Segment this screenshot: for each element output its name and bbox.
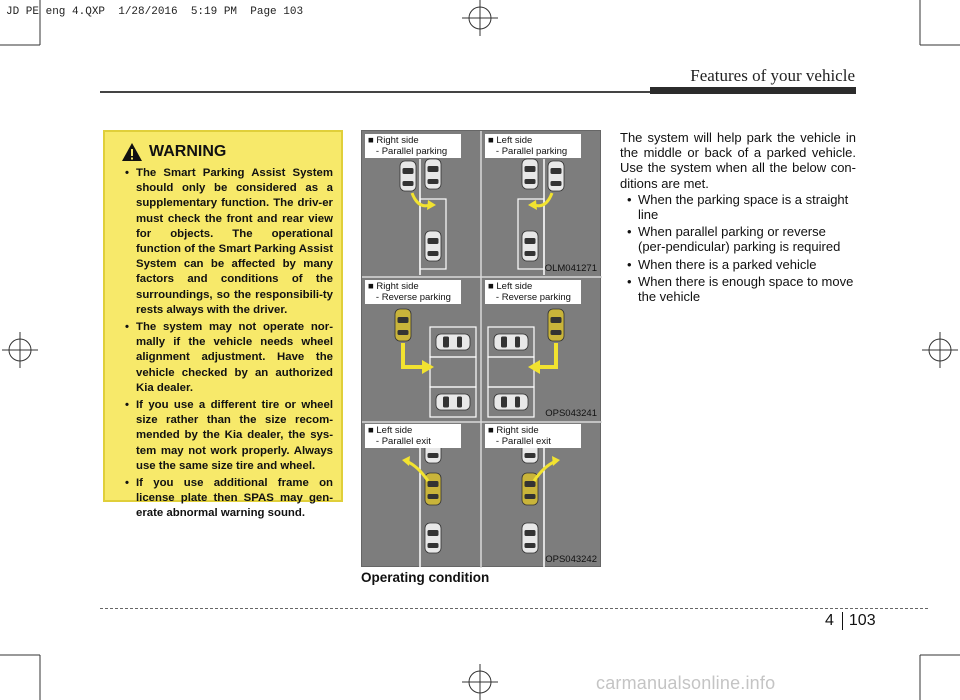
section-title: Features of your vehicle xyxy=(690,66,855,85)
panel-mode: - Reverse parking xyxy=(375,292,451,303)
panel-side: Right side xyxy=(376,135,419,146)
header-rule-bar xyxy=(650,87,856,94)
intro-paragraph: The system will help park the vehicle in the middle or back of a parked vehicle. Use the system when all the below con-ditions are met. xyxy=(620,130,856,191)
panel-label-left-reverse-parking xyxy=(485,280,581,304)
panel-mode: - Reverse parking xyxy=(495,292,571,303)
panel-mode: - Parallel exit xyxy=(375,436,431,447)
panel-mark: ■ xyxy=(368,281,374,292)
condition-item: • When there is a parked vehicle xyxy=(620,257,856,272)
condition-list xyxy=(620,192,856,304)
header-rule xyxy=(100,91,650,93)
panel-side: Right side xyxy=(376,281,419,292)
page-number xyxy=(825,612,876,630)
panel-mark: ■ xyxy=(488,281,494,292)
figure-caption: Operating condition xyxy=(361,570,490,585)
warning-header xyxy=(115,142,333,162)
panel-side: Right side xyxy=(496,425,539,436)
warning-title: WARNING xyxy=(149,143,227,160)
parking-illustration xyxy=(361,130,601,567)
warning-triangle-icon xyxy=(121,142,143,162)
warning-item: • The Smart Parking Assist System should only be considered as a supplementary function. The driv-er must check the front and rear view for objects. The operational function of the Smart Parking Assist System can be affected by many factors and conditions of the surroundings, so the responsibili-ty rests always with the driver. xyxy=(115,166,333,318)
panel-label-left-parallel-parking xyxy=(485,134,581,158)
figure-code: OLM041271 xyxy=(544,263,597,274)
print-slug: JD PE eng 4.QXP 1/28/2016 5:19 PM Page 103 xyxy=(6,6,304,18)
chapter-number: 4 xyxy=(825,612,834,629)
panel-side: Left side xyxy=(496,135,533,146)
panel-label-right-parallel-parking xyxy=(365,134,461,158)
warning-item: • If you use additional frame on license plate then SPAS may gen-erate abnormal warning sound. xyxy=(115,476,333,522)
panel-side: Left side xyxy=(376,425,413,436)
panel-mark: ■ xyxy=(488,425,494,436)
panel-side: Left side xyxy=(496,281,533,292)
panel-mode: - Parallel exit xyxy=(495,436,551,447)
condition-item: • When the parking space is a straight line xyxy=(620,192,856,222)
panel-mode: - Parallel parking xyxy=(375,146,448,157)
warning-item: • The system may not operate nor-mally if the vehicle needs wheel alignment adjustment. Have the vehicle checked by an authorized Kia dealer. xyxy=(115,320,333,396)
parking-diagram xyxy=(362,131,602,568)
page-separator xyxy=(842,612,843,630)
figure-code: OPS043241 xyxy=(545,408,597,419)
condition-item: • When parallel parking or reverse (per-pendicular) parking is required xyxy=(620,224,856,254)
panel-label-right-parallel-exit xyxy=(485,424,581,448)
warning-box xyxy=(103,130,343,520)
panel-mode: - Parallel parking xyxy=(495,146,568,157)
panel-label-right-reverse-parking xyxy=(365,280,461,304)
panel-label-left-parallel-exit xyxy=(365,424,461,448)
panel-mark: ■ xyxy=(368,135,374,146)
panel-mark: ■ xyxy=(368,425,374,436)
panel-mark: ■ xyxy=(488,135,494,146)
warning-item: • If you use a different tire or wheel size rather than the size recom-mended by the Kia dealer, the sys-tem may not work properly. Always use the same size tire and wheel. xyxy=(115,398,333,474)
warning-list xyxy=(115,166,333,522)
condition-item: • When there is enough space to move the vehicle xyxy=(620,274,856,304)
figure-code: OPS043242 xyxy=(545,554,597,565)
watermark: carmanualsonline.info xyxy=(596,673,776,693)
footer-rule xyxy=(100,608,928,609)
page-index: 103 xyxy=(848,612,876,629)
body-text xyxy=(620,130,856,306)
